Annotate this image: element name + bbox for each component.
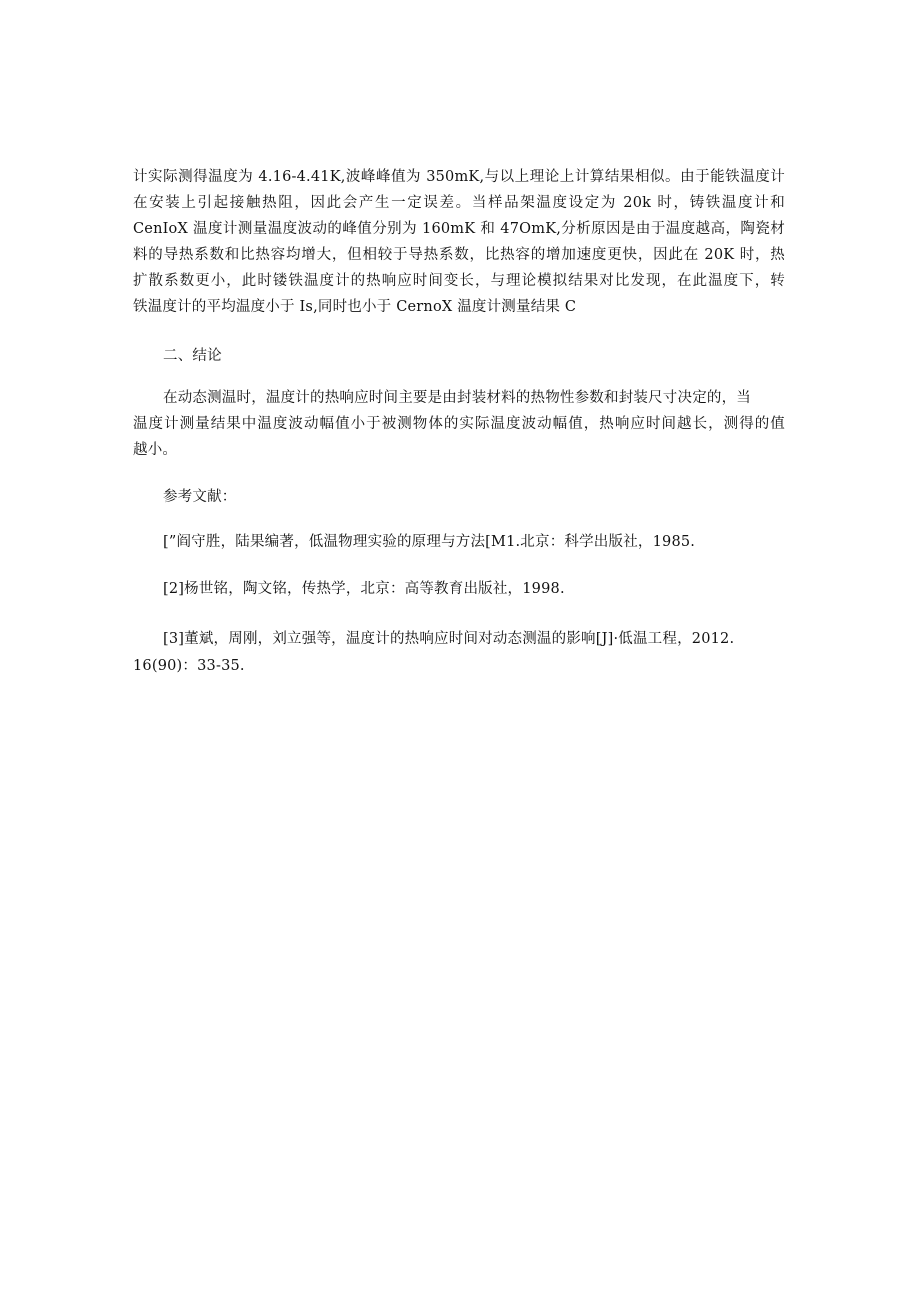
body-line-1: 计实际测得温度为 4.16-4.41K,波峰峰值为 350mK,与以上理论上计算结果相似。由于能铁温度计 <box>133 169 785 185</box>
conclusion-line-3: 越小。 <box>133 442 178 458</box>
conclusion-line-2: 温度计测量结果中温度波动幅值小于被测物体的实际温度波动幅值，热响应时间越长，测得的值 <box>133 416 785 432</box>
body-line-2: 在安装上引起接触热阻，因此会产生一定误差。当样品架温度设定为 20k 时，铸铁温度计和 <box>133 195 785 211</box>
body-line-4: 料的导热系数和比热容均增大，但相较于导热系数，比热容的增加速度更快，因此在 20K 时，热 <box>133 247 785 263</box>
references-heading: 参考文献： <box>163 489 237 505</box>
conclusion-line-1: 在动态测温时，温度计的热响应时间主要是由封装材料的热物性参数和封装尺寸决定的，当 <box>163 390 751 406</box>
body-line-5: 扩散系数更小，此时镂铁温度计的热响应时间变长，与理论模拟结果对比发现，在此温度下，转 <box>133 273 785 289</box>
conclusion-heading: 二、结论 <box>163 348 222 364</box>
reference-item-1: [”阎守胜，陆果编著，低温物理实验的原理与方法[M1.北京：科学出版社，1985. <box>163 534 696 550</box>
body-line-3: CenIoX 温度计测量温度波动的峰值分别为 160mK 和 47OmK,分析原因是由于温度越高，陶瓷材 <box>133 221 785 237</box>
reference-item-3-continuation: 16(90)：33-35. <box>133 658 245 674</box>
body-line-6: 铁温度计的平均温度小于 Is,同时也小于 CernoX 温度计测量结果 C <box>133 299 577 315</box>
reference-item-2: [2]杨世铭，陶文铭，传热学，北京：高等教育出版社，1998. <box>163 581 565 597</box>
reference-item-3: [3]董斌，周刚，刘立强等，温度计的热响应时间对动态测温的影响[J]·低温工程，2012. <box>163 631 735 647</box>
